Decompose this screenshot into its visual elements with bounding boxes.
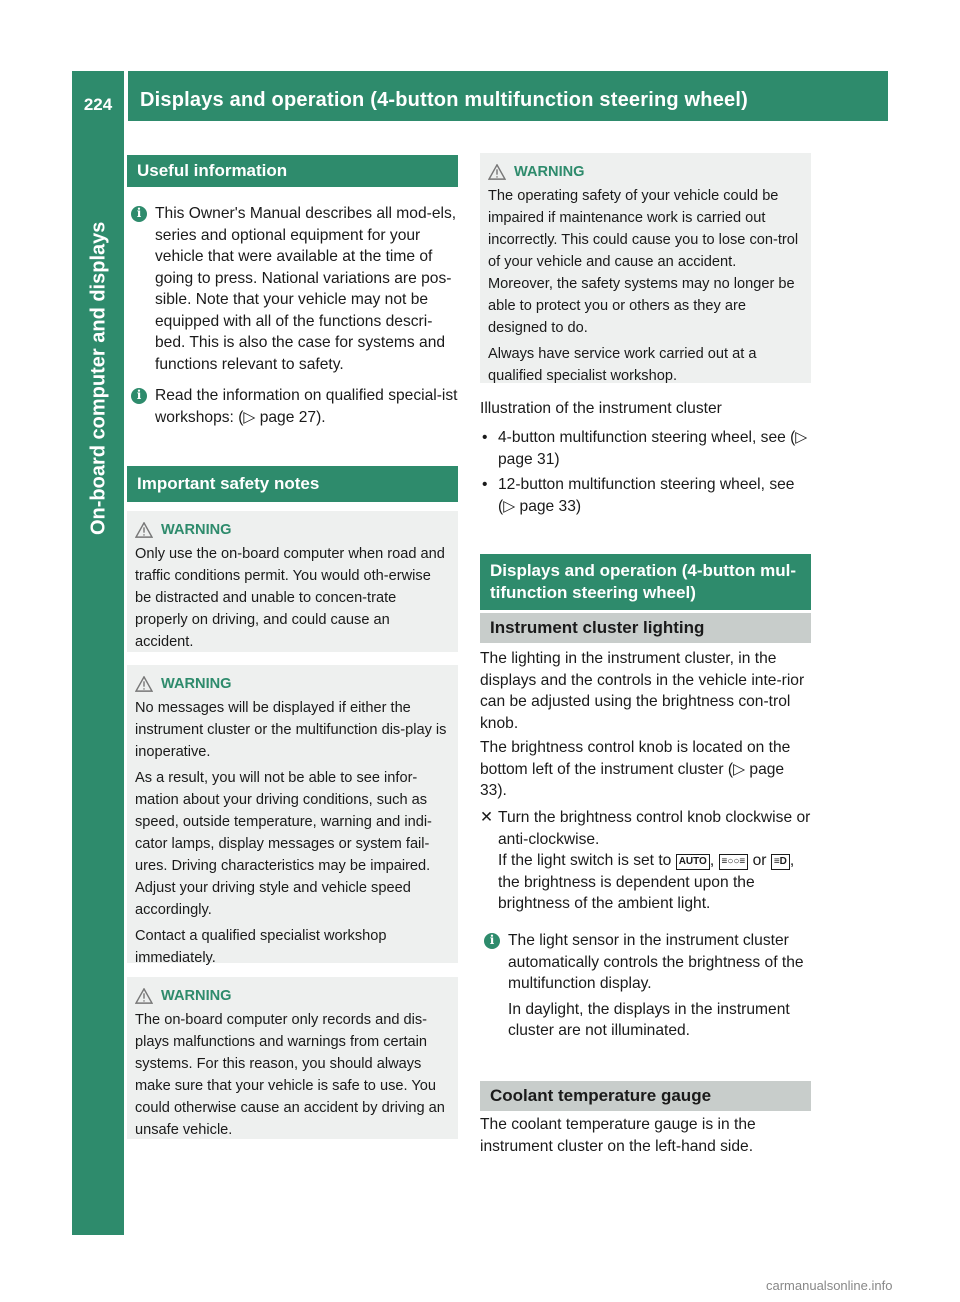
or-text: or <box>752 852 767 869</box>
warning-label: WARNING <box>161 676 232 692</box>
bullet-text: 12-button multifunction steering wheel, see (▷ page 33) <box>498 476 795 515</box>
warning-box-2 <box>127 665 458 966</box>
warning-text: The on-board computer only records and dis-plays malfunctions and warnings from certain systems. For this reason, you should always make sure that your vehicle is safe to use. You could otherwise cause an accident by driving an unsafe vehicle. <box>135 1012 445 1138</box>
warning-box-1 <box>127 511 458 652</box>
illustration-intro: Illustration of the instrument cluster <box>480 400 722 417</box>
step-arrow-icon: ✕ <box>480 809 494 826</box>
list-item <box>480 474 812 517</box>
bullet-text: 4-button multifunction steering wheel, see (▷ page 31) <box>498 429 808 468</box>
parking-light-symbol: ≡○○≡ <box>719 854 749 870</box>
warning-triangle-icon <box>135 522 153 538</box>
side-label: On-board computer and displays <box>87 221 110 535</box>
info-note-3 <box>480 930 814 1046</box>
main-section-heading: Displays and operation (4-button mul-tifunction steering wheel) <box>480 554 811 610</box>
coolant-heading: Coolant temperature gauge <box>480 1081 811 1111</box>
warning-triangle-icon <box>135 988 153 1004</box>
useful-info-heading: Useful information <box>127 155 458 187</box>
step-result-text: If the light switch is set to <box>498 852 672 869</box>
lighting-paragraph-1: The lighting in the instrument cluster, in the displays and the controls in the vehicle inte-rior can be adjusted using the brightness con-trol knob. <box>480 650 805 732</box>
page-title: Displays and operation (4-button multifunction steering wheel) <box>128 71 888 121</box>
warning-text: Always have service work carried out at a qualified specialist workshop. <box>488 346 757 384</box>
lighting-heading: Instrument cluster lighting <box>480 613 811 643</box>
warning-box-3 <box>127 977 458 1139</box>
lighting-paragraph-2: The brightness control knob is located on the bottom left of the instrument cluster (▷ page 33). <box>480 739 791 799</box>
info-note-1 <box>127 203 460 379</box>
info-icon: i <box>131 206 147 222</box>
warning-label: WARNING <box>161 988 232 1004</box>
instruction-step <box>480 807 813 915</box>
warning-triangle-icon <box>135 676 153 692</box>
warning-text: As a result, you will not be able to see infor-mation about your driving conditions, such as speed, outside temperature, warning and indi-cator lamps, display messages or system fail-ures. Driving characteristics may be impaired. Adjust your driving style and vehicle speed accordingly. <box>135 770 432 918</box>
coolant-paragraph: The coolant temperature gauge is in the instrument cluster on the left-hand side. <box>480 1116 756 1155</box>
page-number: 224 <box>72 71 124 121</box>
info-text: In daylight, the displays in the instrument cluster are not illuminated. <box>508 1000 790 1039</box>
bullet-icon: • <box>482 476 488 493</box>
warning-text: No messages will be displayed if either the instrument cluster or the multifunction dis-play is inoperative. <box>135 700 447 760</box>
warning-triangle-icon <box>488 164 506 180</box>
warning-text: Only use the on-board computer when road and traffic conditions permit. You would oth-erwise be distracted and unable to concen-trate properly on driving, and could cause an accident. <box>135 546 445 650</box>
step-result: If the light switch is set to AUTO , ≡○○≡ or ≡D , the brightness is dependent upon the brightness of the ambient light. <box>498 852 795 912</box>
warning-text: Contact a qualified specialist workshop immediately. <box>135 928 387 966</box>
step-result-text: , the brightness is dependent upon the brightness of the ambient light. <box>498 852 795 912</box>
warning-title <box>135 673 450 695</box>
bullet-icon: • <box>482 429 488 446</box>
auto-light-symbol: AUTO <box>676 854 710 870</box>
step-text: Turn the brightness control knob clockwise or anti-clockwise. <box>498 809 811 848</box>
safety-heading: Important safety notes <box>127 466 458 502</box>
info-note-2 <box>127 385 460 432</box>
warning-text: The operating safety of your vehicle could be impaired if maintenance work is carried out incorrectly. This could cause you to lose con-trol of your vehicle and cause an accident. Moreover, the safety systems may no longer be able to protect you or others as they are designed to do. <box>488 188 799 336</box>
warning-label: WARNING <box>161 522 232 538</box>
info-text: The light sensor in the instrument cluster automatically controls the brightness of the multifunction display. <box>508 932 804 992</box>
warning-title <box>135 519 450 541</box>
dipped-beam-symbol: ≡D <box>771 854 790 870</box>
warning-title <box>135 985 450 1007</box>
info-text: Read the information on qualified special-ist workshops: (▷ page 27). <box>155 387 458 426</box>
warning-label: WARNING <box>514 164 585 180</box>
list-item <box>480 427 812 470</box>
warning-title <box>488 161 803 183</box>
info-icon: i <box>131 388 147 404</box>
info-icon: i <box>484 933 500 949</box>
warning-box-right <box>480 153 811 383</box>
footer-watermark: carmanualsonline.info <box>766 1278 893 1293</box>
info-text: This Owner's Manual describes all mod-els, series and optional equipment for your vehicle that were available at the time of going to press. National variations are pos-sible. Note that your vehicle may not be equipped with all of the functions descri-bed. This is also the case for systems and functions relevant to safety. <box>155 205 457 373</box>
